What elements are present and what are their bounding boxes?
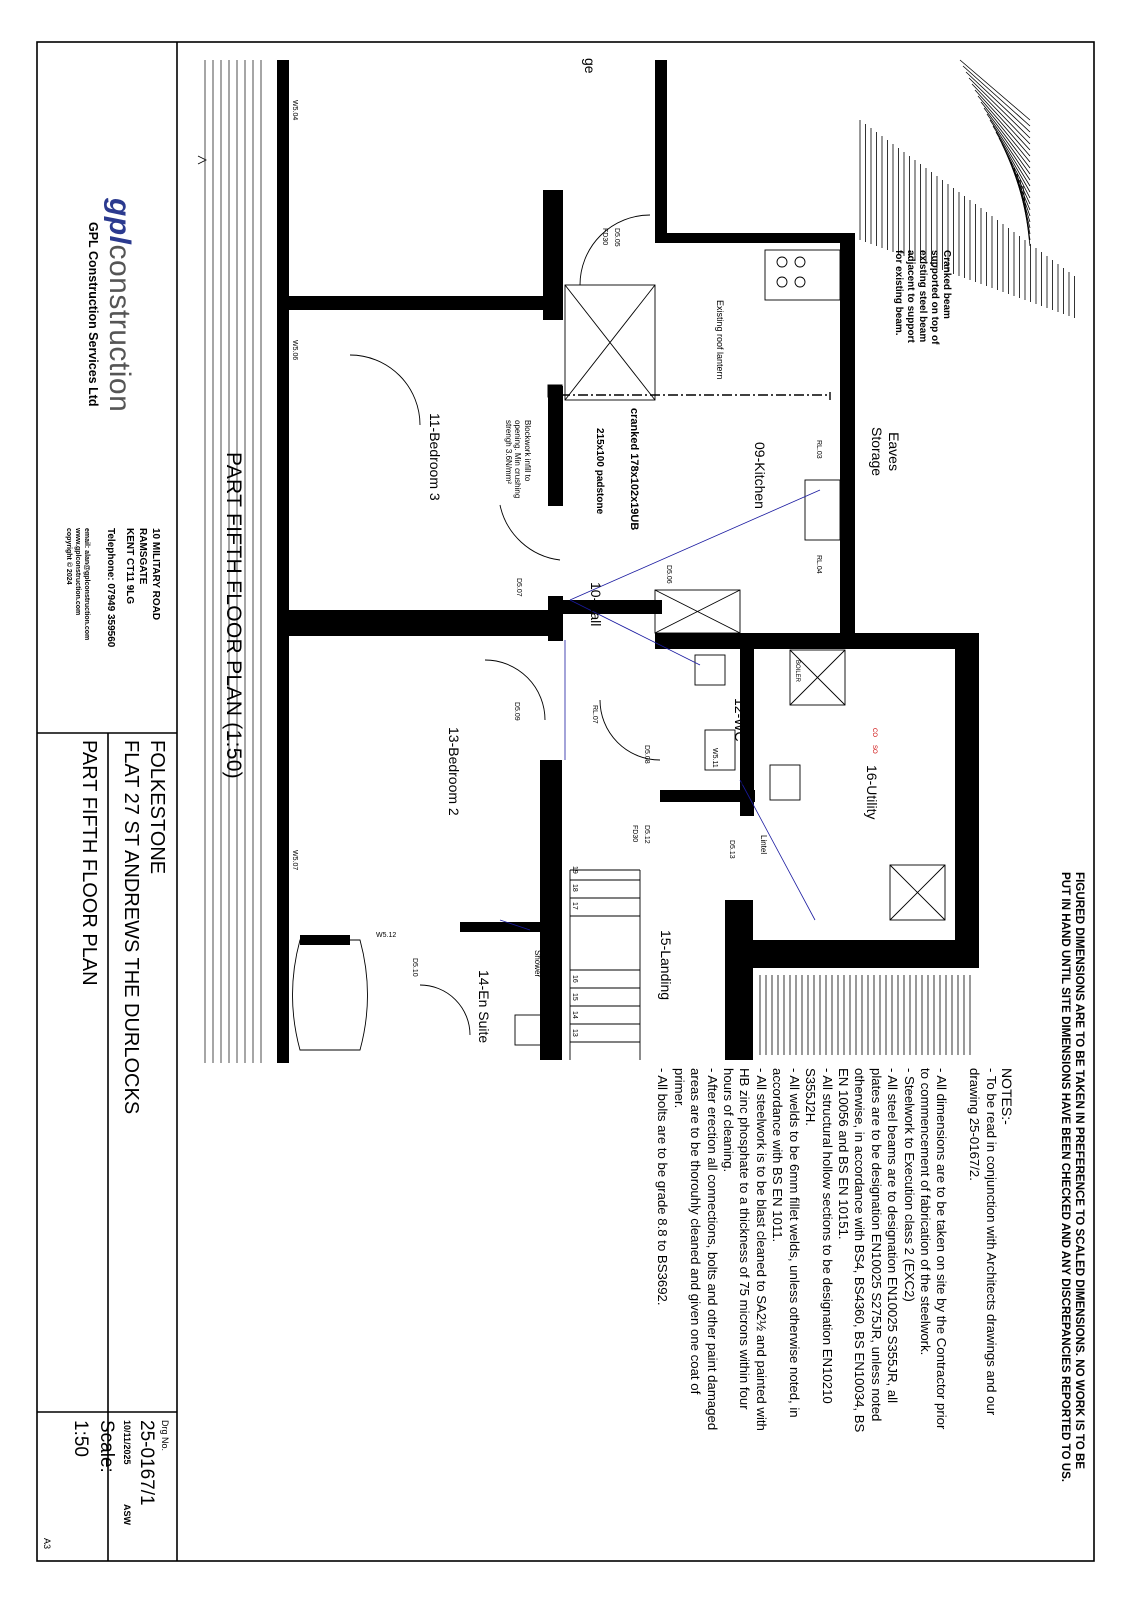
notes-line: S355J2H. <box>803 1068 819 1126</box>
cranked-note-line-2: supported on top of <box>929 250 940 345</box>
copyright: copyright © 2024 <box>65 528 72 585</box>
notes-line: plates are to be designation EN10025 S275JR, unless noted <box>868 1068 884 1422</box>
project-line-2: FLAT 27 ST ANDREWS THE DURLOCKS <box>120 740 142 1115</box>
room-kitchen: 09-Kitchen <box>752 442 768 509</box>
hatch-line <box>990 120 1030 180</box>
tag-d508: D5.08 <box>643 745 650 764</box>
cranked-note-line-4: adjacent to support <box>905 250 916 343</box>
address-line-2: RAMSGATE <box>137 528 148 585</box>
room-utility: 16-Utility <box>864 765 880 820</box>
steel-beams <box>548 385 830 410</box>
disclaimer-line-2: PUT IN HAND UNTIL SITE DIMENSIONS HAVE BEEN CHECKED AND ANY DISCREPANCIES REPORTED TO US. <box>1059 872 1072 1483</box>
notes-line: drawing 25-0167/2. <box>967 1068 983 1181</box>
tag-fd30-b: FD30 <box>631 825 638 843</box>
contact-details <box>64 528 91 640</box>
plan-title: PART FIFTH FLOOR PLAN (1:50) <box>222 452 245 779</box>
tag-d510: D5.10 <box>411 958 418 977</box>
notes-line: - All welds to be 6mm fillet welds, unless otherwise noted, in <box>786 1068 802 1418</box>
hatch-line <box>981 102 1030 162</box>
hatch-line <box>969 78 1030 138</box>
drg-no-label: Drg No. <box>160 1420 170 1452</box>
sheet-size: A3 <box>42 1538 52 1550</box>
blockwork-note <box>504 420 533 498</box>
shower-label: Shower <box>533 950 542 978</box>
telephone: Telephone: 07949 359560 <box>105 528 116 648</box>
lintel-label: Lintel <box>759 835 768 855</box>
tag-rl03: RL.03 <box>815 440 822 459</box>
hatch-line <box>987 114 1030 174</box>
notes-line: - After erection all connections, bolts and other paint damaged <box>704 1068 720 1431</box>
notes-line: otherwise, in accordance with BS4, BS4360, BS EN10034, BS <box>852 1068 868 1433</box>
badge-so: SO <box>871 745 877 754</box>
tag-w507: W5.07 <box>291 850 298 871</box>
tag-w506: W5.06 <box>291 340 298 361</box>
stair-number: 15 <box>571 993 578 1001</box>
tag-d509: D5.09 <box>513 702 520 721</box>
hatch-line <box>984 108 1030 168</box>
room-eaves-storage <box>868 427 902 476</box>
tag-d512: D5.12 <box>643 825 650 844</box>
project-line-1: FOLKESTONE <box>146 740 168 875</box>
room-eaves-line-1: Eaves <box>886 432 902 471</box>
drawing-title: PART FIFTH FLOOR PLAN <box>78 740 100 986</box>
notes-line: - All structural hollow sections to be designation EN10210 <box>819 1068 835 1404</box>
roof-hatch-bottom <box>760 975 970 1055</box>
company-address <box>104 528 162 647</box>
notes-line <box>949 1068 965 1432</box>
notes-line: areas are to be thorouhly cleaned and given one coat of <box>688 1068 704 1395</box>
cranked-note-line-5: for existing beam. <box>893 250 904 336</box>
room-hall: 10-Hall <box>588 582 604 627</box>
beam-label: cranked 178x102x19UB <box>628 408 640 531</box>
drawing-date: 10/11/2025 <box>122 1420 132 1465</box>
email: email: alan@gplconstruction.com <box>83 528 90 641</box>
notes-line: primer. <box>671 1068 687 1109</box>
company-name: GPL Construction Services Ltd <box>86 222 100 407</box>
logo-gpl: gpl <box>103 198 136 245</box>
cranked-beam-note <box>892 250 952 344</box>
cranked-note-line-3: existing steel beam <box>917 250 928 343</box>
notes-line: - To be read in conjunction with Architects drawings and our <box>983 1068 999 1416</box>
walls <box>277 60 979 1063</box>
stair-number: 13 <box>571 1029 578 1037</box>
hatch-line <box>972 84 1030 144</box>
room-en-suite: 14-En Suite <box>476 970 492 1044</box>
project-name <box>118 740 170 1114</box>
scale-label: Scale: <box>96 1420 117 1473</box>
blockwork-line-2: opening. Min crushing <box>513 420 523 499</box>
notes-line: - All bolts are to be grade 8.8 to BS3692. <box>655 1068 671 1306</box>
address-line-3: KENT CT11 9LG <box>124 528 135 605</box>
notes-line: EN 10056 and BS EN 10151. <box>835 1068 851 1240</box>
tag-rl07: RL.07 <box>591 705 598 724</box>
notes-block <box>654 1068 1015 1432</box>
blockwork-line-3: strengh 3.6N/mm² <box>504 420 513 485</box>
notes-line: - All steelwork is to be blast cleaned to SA2½ and painted with <box>753 1068 769 1431</box>
stair-number: 14 <box>571 1011 578 1019</box>
room-wc: 12-WC <box>732 698 748 742</box>
room-lounge-fragment: ge <box>582 58 598 74</box>
notes-line: accordance with BS EN 1011. <box>770 1068 786 1243</box>
notes-line: HB zinc phosphate to a thickness of 75 microns within four <box>737 1068 753 1410</box>
room-eaves-line-2: Storage <box>869 427 885 477</box>
tag-fd30-a: FD30 <box>601 228 608 246</box>
disclaimer <box>1058 872 1086 1482</box>
scale-value: 1:50 <box>70 1420 91 1457</box>
tag-w511: W5.11 <box>711 748 718 768</box>
tag-d513: D5.13 <box>728 840 735 859</box>
notes-lines <box>654 1068 999 1432</box>
website: www.gplconstruction.com <box>74 528 81 616</box>
cranked-note-line-1: Cranked beam <box>941 250 952 319</box>
hatch-line <box>960 60 1030 120</box>
tag-w504: W5.04 <box>291 100 298 121</box>
blockwork-line-1: Blockwork infill to <box>523 420 532 482</box>
stair-number: 17 <box>571 902 578 910</box>
notes-line: hours of cleaning. <box>721 1068 737 1173</box>
tag-w512: W5.12 <box>376 932 397 939</box>
notes-line: - All steel beams are to designation EN10025 S355JR, all <box>885 1068 901 1404</box>
disclaimer-line-1: FIGURED DIMENSIONS ARE TO BE TAKEN IN PREFERENCE TO SCALED DIMENSIONS. NO WORK IS TO BE <box>1073 872 1086 1470</box>
tag-rl04: RL.04 <box>815 555 822 574</box>
badge-co: CO <box>871 728 877 737</box>
address-line-1: 10 MILITARY ROAD <box>150 528 161 621</box>
tag-w2: W2 <box>738 775 745 786</box>
tag-d506: D5.06 <box>665 565 672 584</box>
room-bedroom-2: 13-Bedroom 2 <box>446 727 462 816</box>
drg-no: 25-0167/1 <box>136 1420 157 1506</box>
stair-number: 19 <box>571 866 578 874</box>
stair-number: 18 <box>571 884 578 892</box>
logo-construction: construction <box>103 244 136 413</box>
tag-d505: D5.05 <box>613 228 620 247</box>
room-bedroom-3: 11-Bedroom 3 <box>427 413 443 501</box>
stair-number: 16 <box>571 975 578 983</box>
notes-line: - Steelwork to Execution class 2 (EXC2) <box>901 1068 917 1302</box>
notes-heading: NOTES:- <box>999 1068 1015 1125</box>
drawer-initials: ASW <box>122 1504 132 1525</box>
existing-roof-lantern: Existing roof lantern <box>715 300 725 380</box>
padstone-label: 215x100 padstone <box>594 428 605 515</box>
tag-d507: D5.07 <box>515 578 522 597</box>
company-logo <box>102 198 136 412</box>
notes-line: to commencement of fabrication of the steelwork. <box>917 1068 933 1356</box>
boiler-label: BOILER <box>794 660 800 683</box>
hatch-line <box>1023 186 1030 246</box>
room-landing: 15-Landing <box>658 930 674 1001</box>
notes-line: - All dimensions are to be taken on site by the Contractor prior <box>934 1068 950 1430</box>
